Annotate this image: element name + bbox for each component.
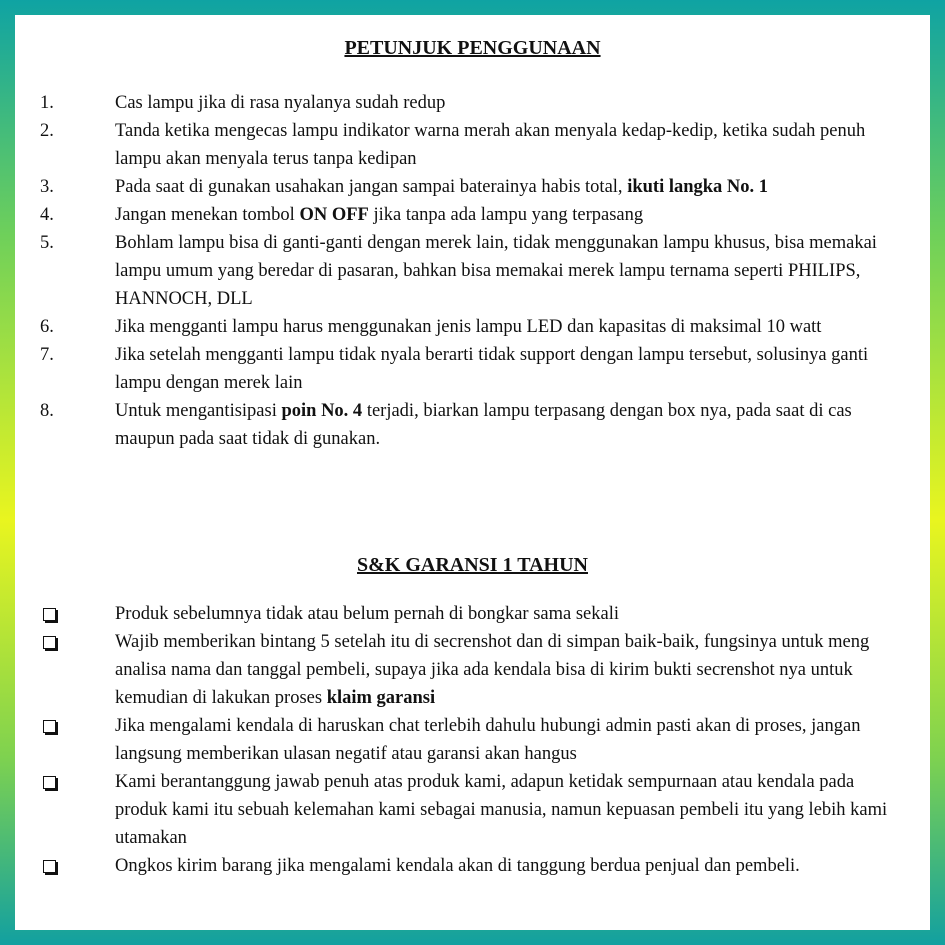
item-text <box>115 716 860 764</box>
item-text-segment: Ongkos kirim barang jika mengalami kendala akan di tanggung berdua penjual dan pembeli. <box>115 856 800 876</box>
item-text-segment: Bohlam lampu bisa di ganti-ganti dengan merek lain, tidak menggunakan lampu khusus, bisa memakai lampu umum yang beredar di pasaran, bahkan bisa memakai merek lampu ternama seperti PHILIPS, HANNOCH, DLL <box>115 233 877 309</box>
item-text <box>115 345 868 393</box>
instruction-item <box>15 397 930 453</box>
garansi-title: S&K GARANSI 1 TAHUN <box>357 554 588 576</box>
checkbox-bullet-icon <box>43 720 56 733</box>
instruction-item <box>15 313 930 341</box>
item-text-segment: Jika mengalami kendala di haruskan chat terlebih dahulu hubungi admin pasti akan di proses, jangan langsung memberikan ulasan negatif atau garansi akan hangus <box>115 716 861 764</box>
item-text-segment: Pada saat di gunakan usahakan jangan sampai baterainya habis total, <box>115 177 628 197</box>
item-text <box>115 205 643 225</box>
item-text <box>115 856 800 876</box>
garansi-list <box>15 600 930 880</box>
item-text-segment: Jangan menekan tombol <box>115 205 300 225</box>
instruction-item <box>15 89 930 117</box>
item-text-segment: Kami berantanggung jawab penuh atas produk kami, adapun ketidak sempurnaan atau kendala pada produk kami itu sebuah kelemahan kami sebagai manusia, namun kepuasan pembeli itu yang lebih kami utamakan <box>115 772 888 848</box>
warranty-item <box>15 712 930 768</box>
item-text <box>115 604 619 624</box>
petunjuk-title: PETUNJUK PENGGUNAAN <box>344 37 601 59</box>
item-number: 2. <box>40 121 54 141</box>
instruction-item <box>15 117 930 173</box>
item-text <box>115 317 821 337</box>
instruction-sheet <box>15 15 930 930</box>
item-number: 8. <box>40 401 54 421</box>
item-text-emphasis: poin No. 4 <box>281 401 363 421</box>
item-text-segment: Wajib memberikan bintang 5 setelah itu di secrenshot dan di simpan baik-baik, fungsinya untuk meng analisa nama dan tanggal pembeli, supaya jika ada kendala bisa di kirim bukti secrenshot nya untuk kemudian di lakukan proses <box>115 632 870 708</box>
item-number: 7. <box>40 345 54 365</box>
item-text-emphasis: ON OFF <box>299 205 369 225</box>
item-text <box>115 121 865 169</box>
checkbox-bullet-icon <box>43 636 56 649</box>
item-text <box>115 401 852 449</box>
item-text-segment: Jika setelah mengganti lampu tidak nyala berarti tidak support dengan lampu tersebut, solusinya ganti lampu dengan merek lain <box>115 345 869 393</box>
warranty-item <box>15 768 930 852</box>
item-text <box>115 177 768 197</box>
instruction-item <box>15 229 930 313</box>
item-text-segment: Cas lampu jika di rasa nyalanya sudah redup <box>115 93 446 113</box>
instruction-item <box>15 173 930 201</box>
item-text-segment: Tanda ketika mengecas lampu indikator warna merah akan menyala kedap-kedip, ketika sudah penuh lampu akan menyala terus tanpa kedipan <box>115 121 866 169</box>
item-text <box>115 233 877 309</box>
checkbox-bullet-icon <box>43 860 56 873</box>
instruction-item <box>15 201 930 229</box>
warranty-item <box>15 852 930 880</box>
warranty-item <box>15 600 930 628</box>
item-number: 4. <box>40 205 54 225</box>
item-text-segment: Untuk mengantisipasi <box>115 401 282 421</box>
item-text-segment: Jika mengganti lampu harus menggunakan jenis lampu LED dan kapasitas di maksimal 10 watt <box>115 317 822 337</box>
petunjuk-list <box>15 89 930 453</box>
item-text-segment: jika tanpa ada lampu yang terpasang <box>368 205 644 225</box>
item-text <box>115 93 445 113</box>
item-number: 6. <box>40 317 54 337</box>
item-text-segment: terjadi, biarkan lampu terpasang dengan box nya, pada saat di cas maupun pada saat tidak di gunakan. <box>115 401 852 449</box>
item-text-emphasis: klaim garansi <box>326 688 436 708</box>
checkbox-bullet-icon <box>43 608 56 621</box>
warranty-item <box>15 628 930 712</box>
checkbox-bullet-icon <box>43 776 56 789</box>
item-text <box>115 632 869 708</box>
item-text-emphasis: ikuti langka No. 1 <box>627 177 769 197</box>
item-number: 1. <box>40 93 54 113</box>
item-text-segment: Produk sebelumnya tidak atau belum pernah di bongkar sama sekali <box>115 604 619 624</box>
instruction-item <box>15 341 930 397</box>
item-number: 3. <box>40 177 54 197</box>
item-number: 5. <box>40 233 54 253</box>
item-text <box>115 772 887 848</box>
